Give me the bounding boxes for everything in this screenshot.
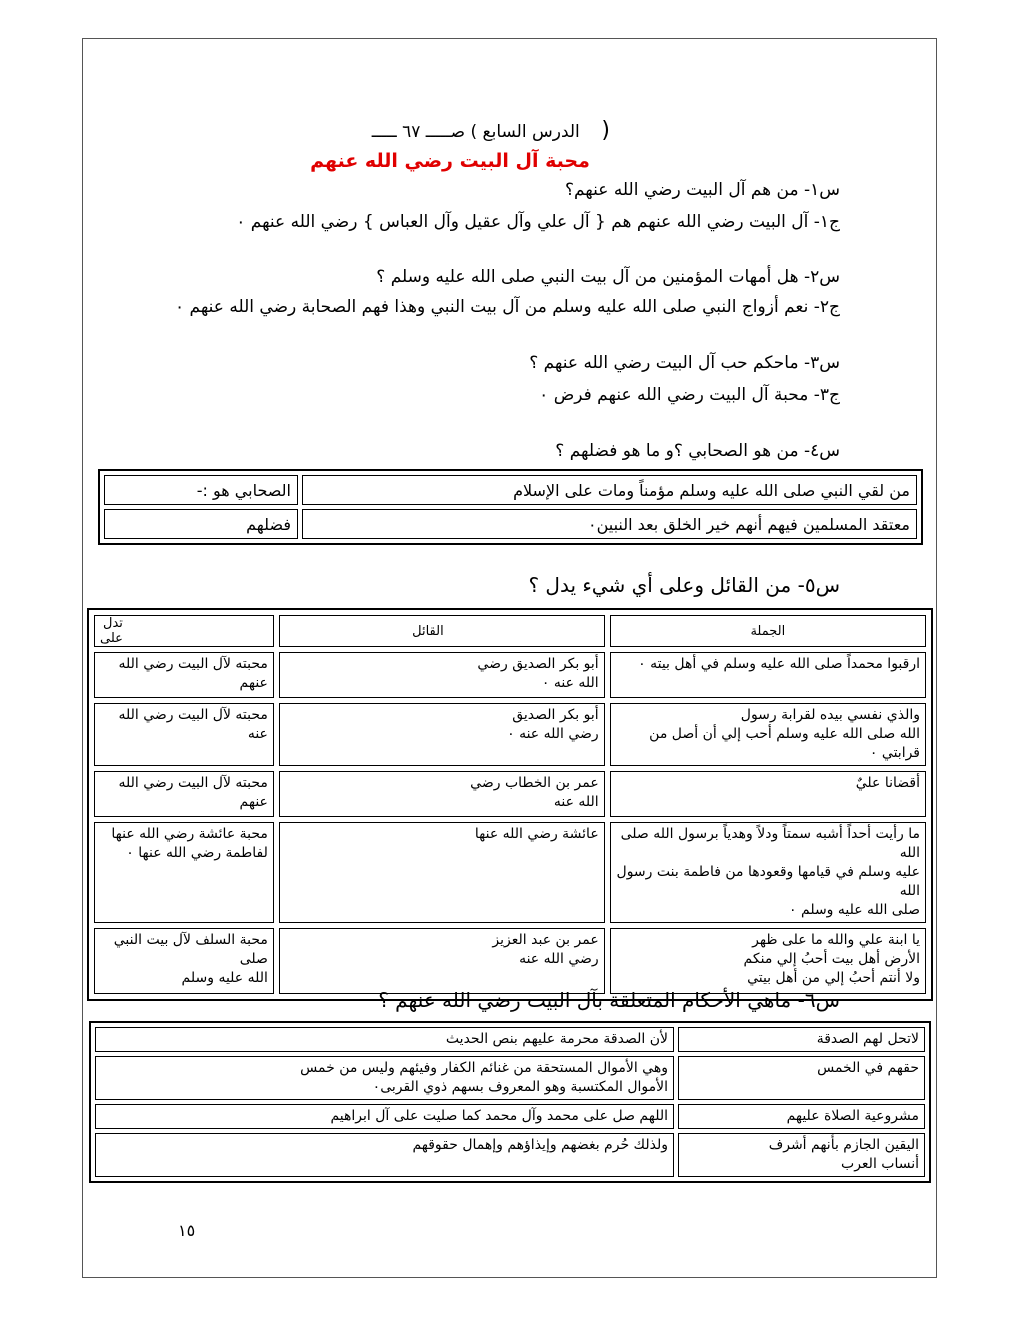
speaker-cell: أبو بكر الصديق رضي الله عنه ٠ [279,703,605,766]
detail-cell: اللهم صل على محمد وآل محمد كما صليت على آل ابراهيم [95,1104,674,1129]
rulings-table [89,1021,931,1183]
detail-cell: وهي الأموال المستحقة من غنائم الكفار وفيئهم وليس من خمس الأموال المكتسبة وهو المعروف بسهم ذوي القربى٠ [95,1056,674,1100]
answer-2: ج٢- نعم أزواج النبي صلى الله عليه وسلم من آل بيت النبي وهذا فهم الصحابة رضي الله عنهم ٠ [174,297,840,317]
ruling-cell: اليقين الجازم بأنهم أشرف أنساب العرب [678,1133,925,1177]
table-row [94,822,926,923]
speaker-cell: عمر بن عبد العزيز رضي الله عنه [279,928,605,994]
meaning-cell: محبة عائشة رضي الله عنها لفاطمة رضي الله عنها ٠ [94,822,274,923]
header-meaning: تدل على [94,615,274,647]
table-cell: فضلهم [104,509,298,539]
header-sentence: الجملة [610,615,926,647]
meaning-cell: محبة السلف لآل بيت النبي صلى الله عليه وسلم [94,928,274,994]
table-row [95,1027,925,1052]
sentence-cell: والذي نفسي بيده لقرابة رسول الله صلى الله عليه وسلم أحب إلي أن أصل من قرابتي ٠ [610,703,926,766]
lesson-heading [300,118,610,143]
table-row [104,475,917,505]
question-1: س١- من هم آل البيت رضي الله عنهم؟ [564,180,840,200]
sayings-table [87,608,933,1001]
detail-cell: ولذلك حُرم بغضهم وإيذاؤهم وإهمال حقوقهم [95,1133,674,1177]
table-cell: معتقد المسلمين فيهم أنهم خير الخلق بعد النبين٠ [302,509,917,539]
sentence-cell: يا ابنة علي والله ما على ظهر الأرض أهل بيت أحبُ إلي منكم ولا أنتم أحبُ إلي من أهل بيتي [610,928,926,994]
lesson-line: الدرس السابع ) صـــــ ٦٧ ـــــ [371,122,580,142]
table-row [94,771,926,817]
sentence-cell: أقضانا عليٌ [610,771,926,817]
meaning-cell: محبته لآل البيت رضي الله عنهم [94,771,274,817]
table-row [104,509,917,539]
table-row [95,1133,925,1177]
table-row [94,928,926,994]
table-row [94,652,926,698]
answer-1: ج١- آل البيت رضي الله عنهم هم { آل علي وآل عقيل وآل العباس } رضي الله عنهم ٠ [236,212,840,232]
question-4: س٤- من هو الصحابي ؟و ما هو فضلهم ؟ [555,441,840,461]
speaker-cell: أبو بكر الصديق رضي الله عنه ٠ [279,652,605,698]
table-cell: الصحابي هو :- [104,475,298,505]
header-speaker: القائل [279,615,605,647]
question-6: س٦- ماهي الأحكام المتعلقة بآل البيت رضي الله عنهم ؟ [378,988,840,1012]
ruling-cell: مشروعية الصلاة عليهم [678,1104,925,1129]
question-5: س٥- من القائل وعلى أي شيء يدل ؟ [528,573,840,597]
table-header-row [94,615,926,647]
question-2: س٢- هل أمهات المؤمنين من آل بيت النبي صلى الله عليه وسلم ؟ [376,267,840,287]
page-title: محبة آل البيت رضي الله عنهم [310,150,590,172]
speaker-cell: عائشة رضي الله عنها [279,822,605,923]
companion-table [98,469,923,545]
table-row [95,1104,925,1129]
table-row [95,1056,925,1100]
sentence-cell: ارقبوا محمداً صلى الله عليه وسلم في أهل بيته ٠ [610,652,926,698]
ruling-cell: لاتحل لهم الصدقة [678,1027,925,1052]
meaning-cell: محبته لآل البيت رضي الله عنه [94,703,274,766]
table-cell: من لقي النبي صلى الله عليه وسلم مؤمناً ومات على الإسلام [302,475,917,505]
detail-cell: لأن الصدقة محرمة عليهم بنص الحديث [95,1027,674,1052]
meaning-cell: محبته لآل البيت رضي الله عنهم [94,652,274,698]
table-row [94,703,926,766]
question-3: س٣- ماحكم حب آل البيت رضي الله عنهم ؟ [529,353,840,373]
sentence-cell: ما رأيت أحداً أشبه سمتاً ودلاً وهدياً برسول الله صلى الله عليه وسلم في قيامها وقعودها من فاطمة بنت رسول الله صلى الله عليه وسلم ٠ [610,822,926,923]
ruling-cell: حقهم في الخمس [678,1056,925,1100]
page-number: ١٥ [178,1221,196,1240]
answer-3: ج٣- محبة آل البيت رضي الله عنهم فرض ٠ [539,385,840,405]
speaker-cell: عمر بن الخطاب رضي الله عنه [279,771,605,817]
open-paren: ( [601,118,610,143]
